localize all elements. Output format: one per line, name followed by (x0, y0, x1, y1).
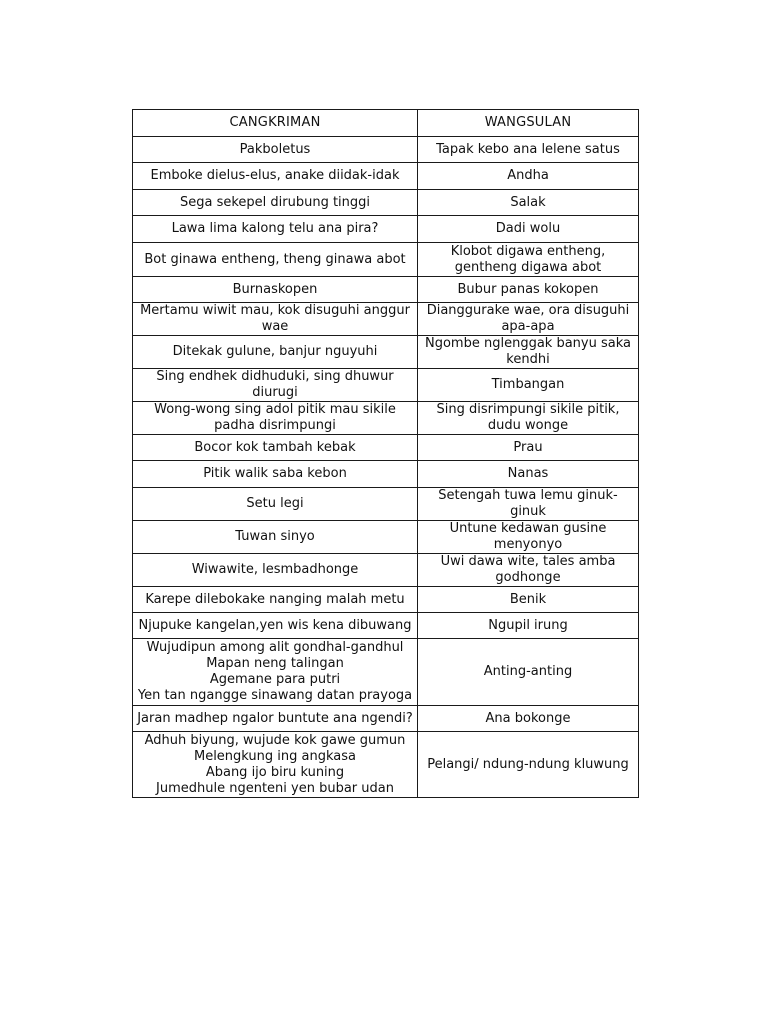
answer-cell: Pelangi/ ndung-ndung kluwung (418, 732, 639, 798)
table-row (133, 639, 639, 706)
table-row (133, 732, 639, 798)
riddle-table (132, 109, 639, 798)
answer-cell: Nanas (418, 461, 639, 488)
riddle-cell: Pitik walik saba kebon (133, 461, 418, 488)
table-row (133, 369, 639, 402)
riddle-cell: Emboke dielus-elus, anake diidak-idak (133, 163, 418, 190)
answer-cell: Klobot digawa entheng, gentheng digawa abot (418, 243, 639, 277)
answer-cell: Setengah tuwa lemu ginuk-ginuk (418, 488, 639, 521)
table-row (133, 163, 639, 190)
header-cangkriman: CANGKRIMAN (133, 110, 418, 137)
answer-cell: Bubur panas kokopen (418, 277, 639, 303)
table-row (133, 190, 639, 216)
answer-cell: Ngupil irung (418, 613, 639, 639)
answer-cell: Uwi dawa wite, tales amba godhonge (418, 554, 639, 587)
riddle-cell: Jaran madhep ngalor buntute ana ngendi? (133, 706, 418, 732)
table-row (133, 243, 639, 277)
table-row (133, 554, 639, 587)
riddle-cell: Wujudipun among alit gondhal-gandhul Mapan neng talingan Agemane para putri Yen tan ngangge sinawang datan prayoga (133, 639, 418, 706)
answer-cell: Salak (418, 190, 639, 216)
table-row (133, 461, 639, 488)
answer-cell: Ana bokonge (418, 706, 639, 732)
table-row (133, 216, 639, 243)
table-row (133, 402, 639, 435)
riddle-cell: Wiwawite, lesmbadhonge (133, 554, 418, 587)
riddle-cell: Pakboletus (133, 137, 418, 163)
table-row (133, 613, 639, 639)
riddle-cell: Sing endhek didhuduki, sing dhuwur diurugi (133, 369, 418, 402)
table-row (133, 587, 639, 613)
table-row (133, 706, 639, 732)
table-row (133, 277, 639, 303)
riddle-cell: Adhuh biyung, wujude kok gawe gumun Melengkung ing angkasa Abang ijo biru kuning Jumedhule ngenteni yen bubar udan (133, 732, 418, 798)
answer-cell: Timbangan (418, 369, 639, 402)
answer-cell: Sing disrimpungi sikile pitik, dudu wonge (418, 402, 639, 435)
answer-cell: Dadi wolu (418, 216, 639, 243)
table-row (133, 488, 639, 521)
answer-cell: Benik (418, 587, 639, 613)
answer-cell: Tapak kebo ana lelene satus (418, 137, 639, 163)
riddle-cell: Karepe dilebokake nanging malah metu (133, 587, 418, 613)
table-row (133, 137, 639, 163)
header-row (133, 110, 639, 137)
riddle-cell: Burnaskopen (133, 277, 418, 303)
header-wangsulan: WANGSULAN (418, 110, 639, 137)
riddle-cell: Wong-wong sing adol pitik mau sikile padha disrimpungi (133, 402, 418, 435)
answer-cell: Ngombe nglenggak banyu saka kendhi (418, 336, 639, 369)
riddle-cell: Bot ginawa entheng, theng ginawa abot (133, 243, 418, 277)
riddle-cell: Tuwan sinyo (133, 521, 418, 554)
riddle-cell: Ditekak gulune, banjur nguyuhi (133, 336, 418, 369)
answer-cell: Andha (418, 163, 639, 190)
riddle-cell: Mertamu wiwit mau, kok disuguhi anggur wae (133, 303, 418, 336)
answer-cell: Dianggurake wae, ora disuguhi apa-apa (418, 303, 639, 336)
answer-cell: Anting-anting (418, 639, 639, 706)
table-row (133, 435, 639, 461)
table-row (133, 303, 639, 336)
riddle-cell: Setu legi (133, 488, 418, 521)
riddle-cell: Njupuke kangelan,yen wis kena dibuwang (133, 613, 418, 639)
table-row (133, 521, 639, 554)
riddle-cell: Sega sekepel dirubung tinggi (133, 190, 418, 216)
riddle-cell: Lawa lima kalong telu ana pira? (133, 216, 418, 243)
answer-cell: Prau (418, 435, 639, 461)
table-row (133, 336, 639, 369)
riddle-cell: Bocor kok tambah kebak (133, 435, 418, 461)
answer-cell: Untune kedawan gusine menyonyo (418, 521, 639, 554)
